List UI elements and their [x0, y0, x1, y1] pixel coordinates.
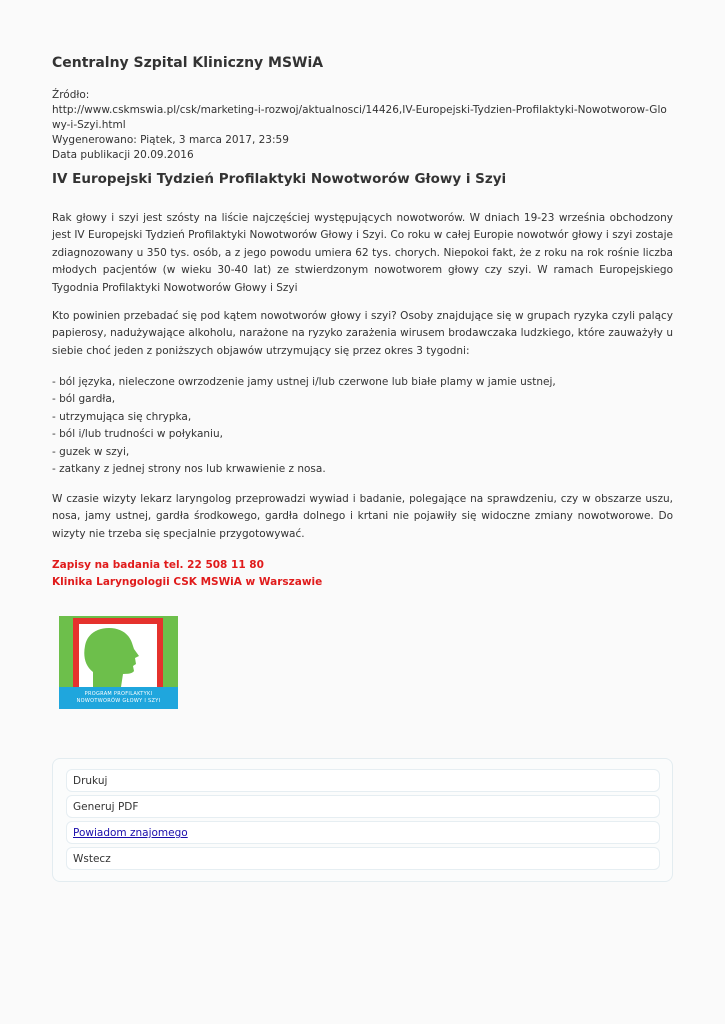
logo-caption-band: [59, 687, 178, 709]
registration-info: [52, 557, 322, 592]
publication-date: Data publikacji 20.09.2016: [52, 149, 194, 161]
generated-date: Wygenerowano: Piątek, 3 marca 2017, 23:59: [52, 134, 289, 146]
source-label: Źródło:: [52, 89, 90, 101]
site-title: Centralny Szpital Kliniczny MSWiA: [52, 55, 324, 71]
program-logo-image: [59, 616, 178, 709]
actions-panel: [52, 758, 673, 882]
registration-phone: Zapisy na badania tel. 22 508 11 80: [52, 559, 264, 571]
paragraph-visit: W czasie wizyty lekarz laryngolog przeprowadzi wywiad i badanie, polegające na sprawdzeniu, czy w obszarze uszu, nosa, jamy ustnej, gardła środkowego, gardła dolnego i krtani nie pojawiły się widoczne zmiany nowotworowe. Do wizyty nie trzeba się specjalnie przygotowywać.: [52, 493, 673, 540]
paragraph-intro: Rak głowy i szyi jest szósty na liście najczęściej występujących nowotworów. W dniach 19-23 września obchodzony jest IV Europejski Tydzień Profilaktyki Nowotworów Głowy i Szyi. Co roku w całej Europie nowotwór głowy i szyi zostaje zdiagnozowany u 350 tys. osób, a z jego powodu umiera 62 tys. chorych. Niepokoi fakt, że z roku na rok rośnie liczba młodych pacjentów (w wieku 30-40 lat) ze stwierdzonym nowotworem głowy czy szyi. W ramach Europejskiego Tygodnia Profilaktyki Nowotworów Głowy i Szyi: [52, 212, 673, 294]
clinic-name: Klinika Laryngologii CSK MSWiA w Warszawie: [52, 576, 323, 589]
article-title: IV Europejski Tydzień Profilaktyki Nowotworów Głowy i Szyi: [52, 171, 507, 187]
symptom-item: - ból gardła,: [52, 393, 116, 406]
symptom-item: - guzek w szyi,: [52, 445, 130, 458]
document-meta: [52, 88, 673, 163]
logo-caption-line2: NOWOTWORÓW GŁOWY I SZYI: [76, 698, 161, 704]
generate-pdf-button[interactable]: [66, 795, 660, 818]
symptom-item: - utrzymująca się chrypka,: [52, 410, 192, 423]
print-label: Drukuj: [73, 775, 108, 787]
paragraph-risk-groups: Kto powinien przebadać się pod kątem nowotworów głowy i szyi? Osoby znajdujące się w grupach ryzyka czyli palący papierosy, nadużywające alkoholu, narażone na ryzyko zarażenia wirusem brodawczaka ludzkiego, które zauważyły u siebie choć jeden z poniższych objawów utrzymujący się przez okres 3 tygodni:: [52, 310, 673, 357]
back-button[interactable]: [66, 847, 660, 870]
logo-caption-line1: PROGRAM PROFILAKTYKI: [84, 691, 153, 697]
symptom-item: - ból i/lub trudności w połykaniu,: [52, 428, 223, 441]
print-button[interactable]: [66, 769, 660, 792]
symptom-item: - zatkany z jednej strony nos lub krwawienie z nosa.: [52, 462, 326, 475]
generate-pdf-label: Generuj PDF: [73, 801, 139, 813]
notify-friend-link[interactable]: Powiadom znajomego: [73, 827, 188, 839]
symptom-list: [52, 374, 673, 478]
source-url: http://www.cskmswia.pl/csk/marketing-i-rozwoj/aktualnosci/14426,IV-Europejski-Tydzien-Profilaktyki-Nowotworow-Glowy-i-Szyi.html: [52, 104, 667, 131]
back-label: Wstecz: [73, 853, 111, 865]
head-profile-icon: [59, 616, 178, 687]
notify-friend-item: [66, 821, 660, 844]
symptom-item: - ból języka, nieleczone owrzodzenie jamy ustnej i/lub czerwone lub białe plamy w jamie ustnej,: [52, 376, 556, 388]
